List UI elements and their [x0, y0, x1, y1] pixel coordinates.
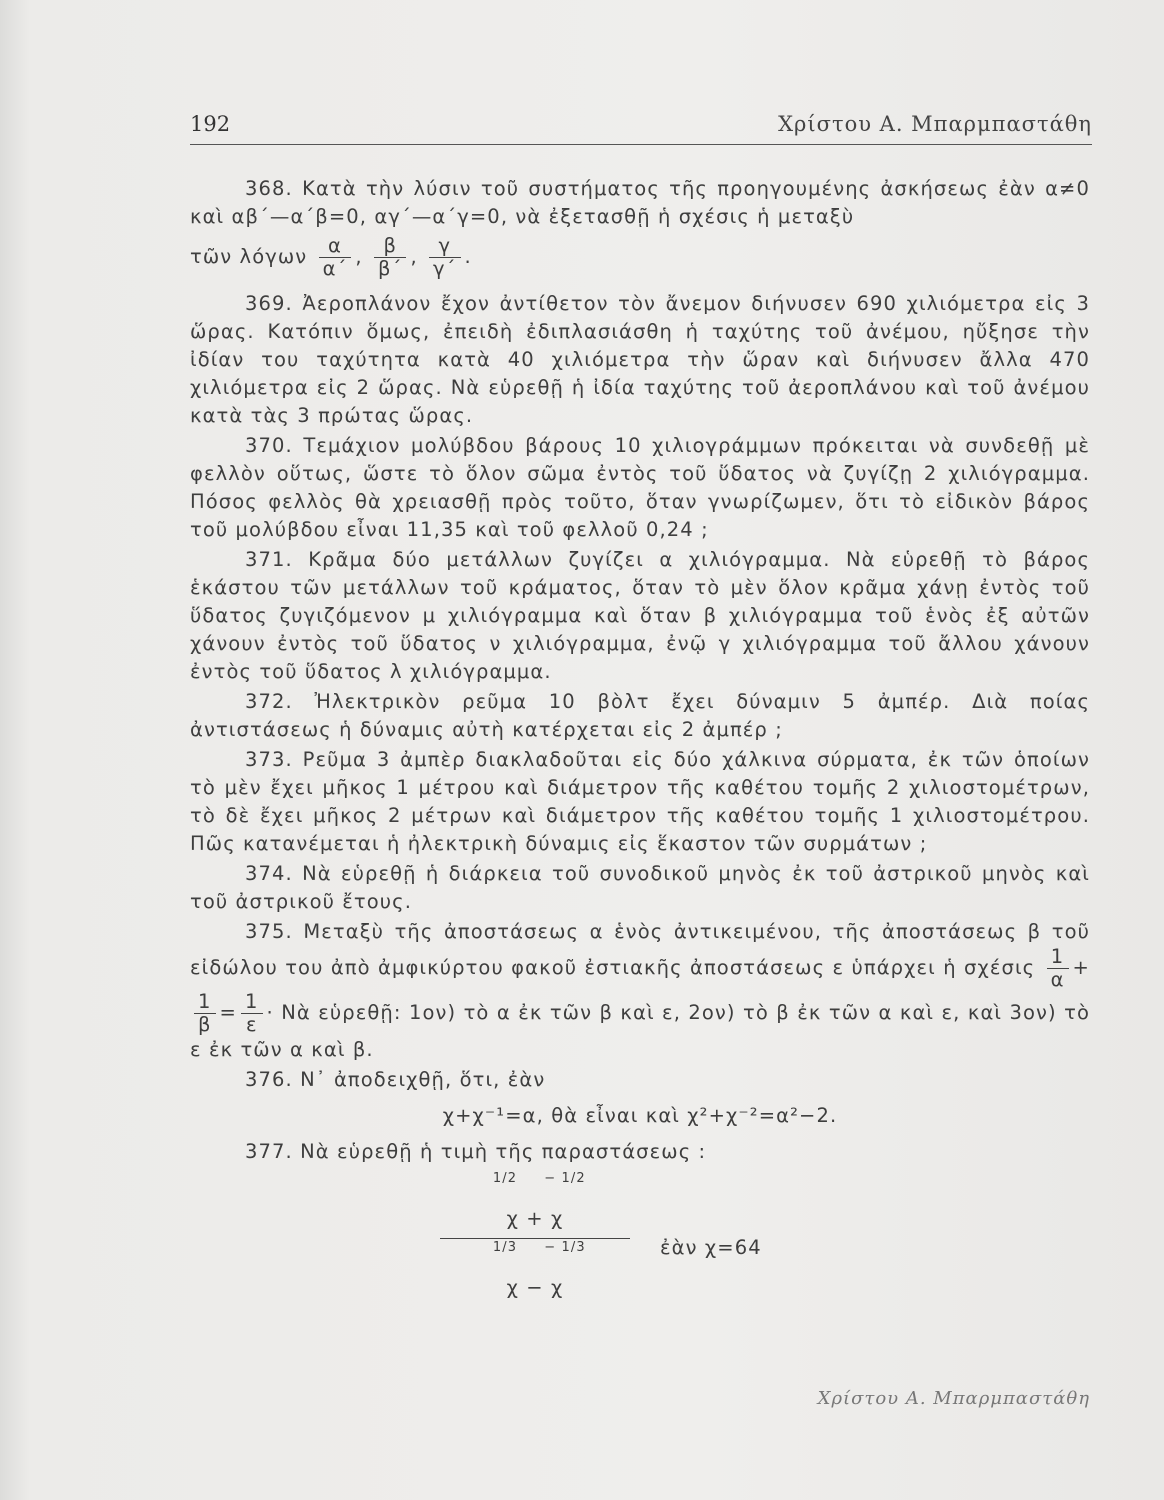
- exercise-377: 377. Νὰ εὑρεθῇ ἡ τιμὴ τῆς παραστάσεως :: [245, 1140, 707, 1163]
- running-head: Χρίστου Α. Μπαρμπαστάθη: [778, 112, 1092, 136]
- exercise-368-ratios: τῶν λόγων $\frac{\alpha}{\alpha΄}$ , $\frac{\beta}{\beta΄}$ , $\frac{\gamma}{\gamma΄}$ .: [190, 234, 472, 280]
- lens-frac-beta: $\frac{1}{\beta}$: [194, 991, 216, 1036]
- exercise-374: 374. Νὰ εὑρεθῇ ἡ διάρκεια τοῦ συνοδικοῦ μηνὸς ἐκ τοῦ ἀστρικοῦ μηνὸς καὶ τοῦ ἀστρικοῦ ἔτους.: [190, 862, 1090, 913]
- value-condition: ἐὰν χ=64: [660, 1236, 762, 1259]
- page-header: [190, 108, 1092, 145]
- exercise-list: [190, 175, 1090, 1322]
- denominator-exponents: 1/3 − 1/3: [492, 1240, 586, 1255]
- exercise-370: 370. Τεμάχιον μολύβδου βάρους 10 χιλιογράμμων πρόκειται νὰ συνδεθῇ μὲ φελλὸν οὕτως, ὥστε τὸ ὅλον σῶμα ἐντὸς τοῦ ὕδατος νὰ ζυγίζῃ 2 χιλιόγραμμα. Πόσος φελλὸς θὰ χρειασθῇ πρὸς τοῦτο, ὅταν γνωρίζωμεν, ὅτι τὸ εἰδικὸν βάρος τοῦ μολύβδου εἶναι 11,35 καὶ τοῦ φελλοῦ 0,24 ;: [190, 434, 1090, 541]
- lens-frac-epsilon: $\frac{1}{\varepsilon}$: [241, 991, 263, 1036]
- page-footer: Χρίστου Α. Μπαρμπαστάθη: [817, 1388, 1090, 1409]
- exercise-376-equation: χ+χ⁻¹=α, θὰ εἶναι καὶ χ²+χ⁻²=α²−2.: [442, 1104, 838, 1127]
- numerator: χ + χ: [506, 1207, 564, 1230]
- exercise-377-expression: [190, 1172, 1090, 1322]
- equals-sign: =: [219, 1001, 237, 1024]
- exercise-372: 372. Ἠλεκτρικὸν ρεῦμα 10 βὸλτ ἔχει δύναμιν 5 ἀμπέρ. Διὰ ποίας ἀντιστάσεως ἡ δύναμις αὐτὴ κατέρχεται εἰς 2 ἀμπέρ ;: [190, 690, 1090, 741]
- exercise-373: 373. Ρεῦμα 3 ἀμπὲρ διακλαδοῦται εἰς δύο χάλκινα σύρματα, ἐκ τῶν ὁποίων τὸ μὲν ἔχει μῆκος 1 μέτρου καὶ διάμετρον τῆς καθέτου τομῆς 2 χιλιοστομέτρων, τὸ δὲ ἔχει μῆκος 2 μέτρων καὶ διάμετρον τῆς καθέτου τομῆς 1 χιλιοστομέτρου. Πῶς κατανέμεται ἡ ἠλεκτρικὴ δύναμις εἰς ἕκαστον τῶν συρμάτων ;: [190, 748, 1090, 855]
- exercise-368: [190, 175, 1090, 231]
- ratio-alpha: $\frac{\alpha}{\alpha΄}$: [319, 235, 352, 280]
- numerator-exponents: 1/2 − 1/2: [492, 1171, 586, 1186]
- ratio-gamma: $\frac{\gamma}{\gamma΄}$: [429, 235, 461, 280]
- ratios-lead: τῶν λόγων: [190, 245, 308, 268]
- exercise-376: 376. Ν᾿ ἀποδειχθῇ, ὅτι, ἐὰν: [245, 1068, 546, 1091]
- fraction-bar: [440, 1238, 630, 1239]
- compound-fraction: [440, 1172, 630, 1305]
- exercise-375: [190, 918, 1090, 1064]
- lens-frac-alpha: $\frac{1}{\alpha}$: [1047, 946, 1069, 991]
- plus-sign: +: [1072, 956, 1090, 979]
- exercise-369: 369. Ἀεροπλάνον ἔχον ἀντίθετον τὸν ἄνεμον διήνυσεν 690 χιλιόμετρα εἰς 3 ὥρας. Κατόπιν ὅμως, ἐπειδὴ ἐδιπλασιάσθη ἡ ταχύτης τοῦ ἀνέμου, ηὔξησε τὴν ἰδίαν του ταχύτητα κατὰ 40 χιλιόμετρα τὴν ὥραν καὶ διήνυσεν ἄλλα 470 χιλιόμετρα εἰς 2 ὥρας. Νὰ εὑρεθῇ ἡ ἰδία ταχύτης τοῦ ἀεροπλάνου καὶ τοῦ ἀνέμου κατὰ τὰς 3 πρώτας ὥρας.: [190, 292, 1090, 427]
- exercise-375-text: 375. Μεταξὺ τῆς ἀποστάσεως α ἑνὸς ἀντικειμένου, τῆς ἀποστάσεως β τοῦ εἰδώλου του ἀπὸ ἀμφικύρτου φακοῦ ἐστιακῆς ἀποστάσεως ε ὑπάρχει ἡ σχέσις: [190, 920, 1090, 979]
- ratio-beta: $\frac{\beta}{\beta΄}$: [374, 235, 406, 280]
- exercise-368-text: 368. Κατὰ τὴν λύσιν τοῦ συστήματος τῆς προηγουμένης ἀσκήσεως ἐὰν α≠0 καὶ αβ΄—α΄β=0, αγ΄—α΄γ=0, νὰ ἐξετασθῇ ἡ σχέσις ἡ μεταξὺ: [190, 177, 1090, 228]
- page-number: 192: [190, 112, 231, 136]
- exercise-375-tail: · Νὰ εὑρεθῇ: 1ον) τὸ α ἐκ τῶν β καὶ ε, 2ον) τὸ β ἐκ τῶν α καὶ ε, καὶ 3ον) τὸ ε ἐκ τῶν α καὶ β.: [190, 1001, 1090, 1061]
- exercise-371: 371. Κρᾶμα δύο μετάλλων ζυγίζει α χιλιόγραμμα. Νὰ εὑρεθῇ τὸ βάρος ἑκάστου τῶν μετάλλων τοῦ κράματος, ὅταν τὸ μὲν ὅλον κρᾶμα χάνῃ ἐντὸς τοῦ ὕδατος ζυγιζόμενον μ χιλιόγραμμα καὶ ὅταν β χιλιόγραμμα τοῦ ἑνὸς ἐξ αὐτῶν χάνουν ἐντὸς τοῦ ὕδατος ν χιλιόγραμμα, ἐνῷ γ χιλιόγραμμα τοῦ ἄλλου χάνουν ἐντὸς τοῦ ὕδατος λ χιλιόγραμμα.: [190, 548, 1090, 683]
- denominator: χ − χ: [506, 1276, 564, 1299]
